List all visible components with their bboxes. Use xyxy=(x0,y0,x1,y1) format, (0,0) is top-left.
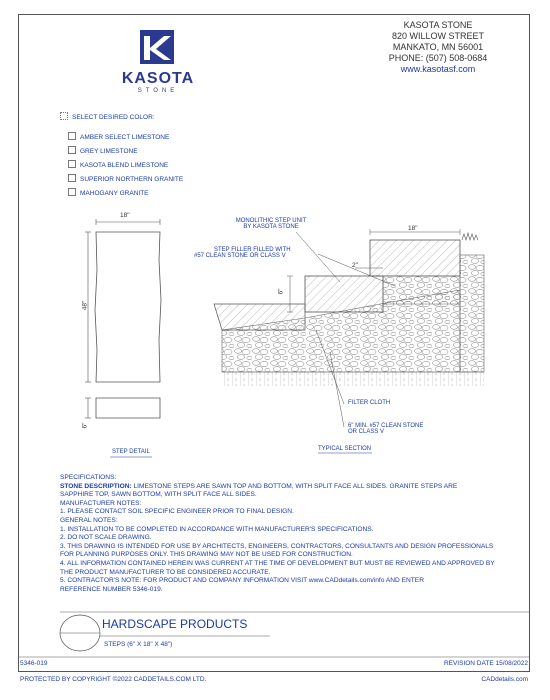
title-block xyxy=(18,612,530,657)
section-rise-dim: 6" xyxy=(277,288,285,295)
drawing-title: HARDSCAPE PRODUCTS xyxy=(102,617,248,631)
caddetails-brand[interactable]: CADdetails.com xyxy=(481,676,528,683)
general-note: REFERENCE NUMBER 5346-019. xyxy=(60,585,163,593)
company-name: KASOTA STONE xyxy=(403,20,473,30)
reference-number: 5346-019 xyxy=(20,660,48,667)
general-note: FOR PLANNING PURPOSES ONLY. THIS DRAWING MAY NOT BE USED FOR CONSTRUCTION. xyxy=(60,551,353,559)
logo-wordmark: KASOTA xyxy=(121,70,195,87)
color-option-grey[interactable]: GREY LIMESTONE xyxy=(68,146,138,155)
label-step-unit: MONOLITHIC STEP UNIT BY KASOTA STONE xyxy=(235,218,307,230)
step-detail-drawing xyxy=(85,219,161,457)
mfr-notes-heading: MANUFACTURER NOTES: xyxy=(60,499,142,507)
general-notes-heading: GENERAL NOTES: xyxy=(60,516,118,524)
step-length-dim: 48" xyxy=(81,300,89,311)
step-width-dim: 18" xyxy=(120,212,130,219)
company-street: 820 WILLOW STREET xyxy=(391,31,485,41)
company-city: MANKATO, MN 56001 xyxy=(392,42,484,52)
company-phone: PHONE: (507) 508-0684 xyxy=(388,53,488,63)
copyright-notice: PROTECTED BY COPYRIGHT ©2022 CADDETAILS.COM LTD. xyxy=(20,676,207,683)
general-note: THE PRODUCT MANUFACTURER TO BE CONSIDERED ACCURATE. xyxy=(60,568,271,576)
color-option-kasota-blend[interactable]: KASOTA BLEND LIMESTONE xyxy=(68,160,168,169)
spec-description-cont: SAPPHIRE TOP, SAWN BOTTOM, WITH SPLIT FACE ALL SIDES. xyxy=(60,491,257,499)
section-top-dim: 18" xyxy=(408,225,418,232)
mfr-note: 1. PLEASE CONTACT SOIL SPECIFIC ENGINEER PRIOR TO FINAL DESIGN. xyxy=(60,508,294,516)
specifications-block xyxy=(60,474,520,594)
typical-section-caption: TYPICAL SECTION xyxy=(318,446,372,452)
general-note: 5. CONTRACTOR'S NOTE: FOR PRODUCT AND COMPANY INFORMATION VISIT www.CADdetails.com/info AND ENTER xyxy=(60,577,424,585)
label-step-filler: STEP FILLER FILLED WITH #57 CLEAN STONE OR CLASS V xyxy=(194,247,291,259)
color-selection-heading: SELECT DESIRED COLOR: xyxy=(60,112,155,121)
spec-description: STONE DESCRIPTION: LIMESTONE STEPS ARE SAWN TOP AND BOTTOM, WITH SPLIT FACE ALL SIDES. GRANITE STEPS ARE xyxy=(60,482,458,490)
logo-subtext: STONE xyxy=(137,88,179,94)
label-filter-cloth: FILTER CLOTH xyxy=(348,400,391,406)
color-option-mahogany[interactable]: MAHOGANY GRANITE xyxy=(68,188,149,197)
company-website[interactable]: www.kasotasf.com xyxy=(400,64,476,74)
step-detail-caption: STEP DETAIL xyxy=(112,449,150,455)
section-overlap-dim: 2" xyxy=(352,262,358,269)
drawing-subtitle: STEPS (6" X 18" X 48") xyxy=(104,641,173,648)
general-note: 2. DO NOT SCALE DRAWING. xyxy=(60,534,152,542)
typical-section-drawing xyxy=(214,229,484,453)
revision-date: REVISION DATE 15/08/2022 xyxy=(443,660,528,667)
general-note: 1. INSTALLATION TO BE COMPLETED IN ACCORDANCE WITH MANUFACTURER'S SPECIFICATIONS. xyxy=(60,525,374,533)
step-thickness-dim: 6" xyxy=(81,422,89,429)
general-note: 3. THIS DRAWING IS INTENDED FOR USE BY ARCHITECTS, ENGINEERS, CONTRACTORS, CONSULTANTS AND DESIGN PROFESSIONALS xyxy=(60,542,494,550)
spec-heading: SPECIFICATIONS: xyxy=(60,474,117,481)
label-base-stone: 6" MIN. #57 CLEAN STONE OR CLASS V xyxy=(348,423,424,435)
color-option-superior-northern[interactable]: SUPERIOR NORTHERN GRANITE xyxy=(68,174,183,183)
color-option-amber[interactable]: AMBER SELECT LIMESTONE xyxy=(68,132,169,141)
general-note: 4. ALL INFORMATION CONTAINED HEREIN WAS CURRENT AT THE TIME OF DEVELOPMENT BUT MUST BE REVIEWED AND APPROVED BY xyxy=(60,559,495,567)
